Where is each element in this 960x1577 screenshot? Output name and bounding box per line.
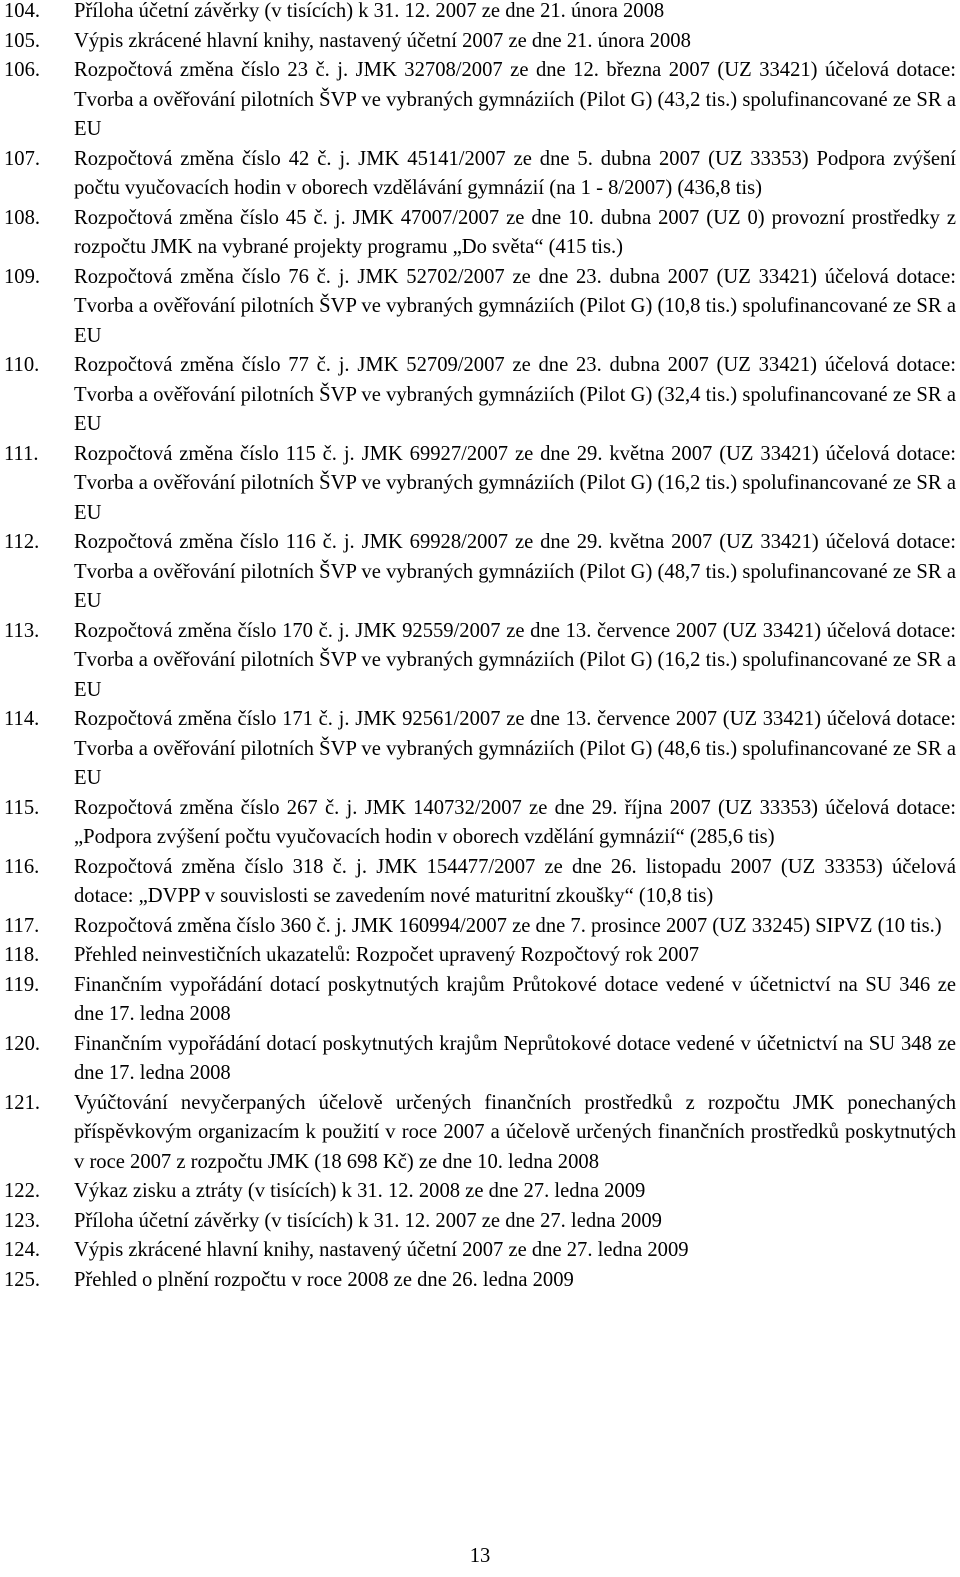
item-number: 116. (4, 855, 40, 878)
item-number: 106. (4, 59, 41, 81)
item-number: 105. (4, 29, 41, 52)
item-text: Rozpočtová změna číslo 42 č. j. JMK 45141/2007 ze dne 5. dubna 2007 (UZ 33353) Podpora zvýšení počtu vyučovacích hodin v oborech vzdělávání gymnázií (na 1 - 8/2007) (436,8 tis) (74, 147, 956, 199)
item-number: 124. (4, 1239, 41, 1261)
item-number: 104. (4, 0, 41, 22)
item-text: Vyúčtování nevyčerpaných účelově určených finančních prostředků z rozpočtu JMK ponechaných příspěvkovým organizacím k použití v roce 2007 a účelově určených finančních prostředků poskytnutých v roce 2007 z rozpočtu JMK (18 698 Kč) ze dne 10. ledna 2008 (74, 1091, 956, 1173)
page-number: 13 (469, 1545, 491, 1567)
list-item (4, 0, 956, 27)
list-item (4, 1177, 956, 1207)
item-number: 115. (4, 796, 40, 819)
list-item (4, 1266, 956, 1296)
list-item (4, 204, 956, 263)
list-item (4, 617, 956, 706)
item-number: 113. (4, 619, 40, 642)
list-item (4, 1089, 956, 1178)
item-number: 123. (4, 1209, 41, 1232)
list-item (4, 971, 956, 1030)
list-item (4, 263, 956, 352)
list-item (4, 853, 956, 912)
item-text: Rozpočtová změna číslo 116 č. j. JMK 69928/2007 ze dne 29. května 2007 (UZ 33421) účelová dotace: Tvorba a ověřování pilotních ŠVP ve vybraných gymnáziích (Pilot G) (48,7 tis.) spolufinancované ze SR a EU (74, 531, 956, 612)
item-number: 122. (4, 1180, 41, 1202)
item-text: Rozpočtová změna číslo 171 č. j. JMK 92561/2007 ze dne 13. července 2007 (UZ 33421) účelová dotace: Tvorba a ověřování pilotních ŠVP ve vybraných gymnáziích (Pilot G) (48,6 tis.) spolufinancované ze SR a EU (74, 708, 956, 789)
item-number: 125. (4, 1268, 41, 1291)
item-text: Příloha účetní závěrky (v tisících) k 31. 12. 2007 ze dne 27. ledna 2009 (74, 1209, 662, 1232)
item-number: 107. (4, 147, 41, 170)
list-item (4, 705, 956, 794)
numbered-list (4, 0, 956, 1295)
list-item (4, 528, 956, 617)
item-text: Rozpočtová změna číslo 360 č. j. JMK 160994/2007 ze dne 7. prosince 2007 (UZ 33245) SIPVZ (10 tis.) (74, 914, 942, 937)
list-item (4, 1236, 956, 1266)
list-item (4, 351, 956, 440)
item-text: Výpis zkrácené hlavní knihy, nastavený účetní 2007 ze dne 27. ledna 2009 (74, 1239, 689, 1261)
list-item (4, 56, 956, 145)
item-text: Příloha účetní závěrky (v tisících) k 31. 12. 2007 ze dne 21. února 2008 (74, 0, 665, 22)
list-item (4, 440, 956, 529)
item-text: Rozpočtová změna číslo 45 č. j. JMK 47007/2007 ze dne 10. dubna 2007 (UZ 0) provozní prostředky z rozpočtu JMK na vybrané projekty programu „Do světa“ (415 tis.) (74, 206, 956, 258)
item-text: Přehled neinvestičních ukazatelů: Rozpočet upravený Rozpočtový rok 2007 (74, 944, 700, 966)
item-text: Rozpočtová změna číslo 23 č. j. JMK 32708/2007 ze dne 12. března 2007 (UZ 33421) účelová dotace: Tvorba a ověřování pilotních ŠVP ve vybraných gymnáziích (Pilot G) (43,2 tis.) spolufinancované ze SR a EU (74, 59, 956, 140)
item-number: 108. (4, 206, 41, 229)
item-text: Rozpočtová změna číslo 76 č. j. JMK 52702/2007 ze dne 23. dubna 2007 (UZ 33421) účelová dotace: Tvorba a ověřování pilotních ŠVP ve vybraných gymnáziích (Pilot G) (10,8 tis.) spolufinancované ze SR a EU (74, 265, 956, 347)
list-item (4, 1207, 956, 1237)
item-text: Rozpočtová změna číslo 267 č. j. JMK 140732/2007 ze dne 29. října 2007 (UZ 33353) účelová dotace: „Podpora zvýšení počtu vyučovacích hodin v oborech vzdělání gymnázií“ (285,6 tis) (74, 796, 956, 848)
item-number: 112. (4, 531, 40, 553)
list-item (4, 145, 956, 204)
item-text: Výkaz zisku a ztráty (v tisících) k 31. 12. 2008 ze dne 27. ledna 2009 (74, 1180, 646, 1202)
item-number: 114. (4, 708, 40, 730)
list-item (4, 1030, 956, 1089)
item-text: Rozpočtová změna číslo 77 č. j. JMK 52709/2007 ze dne 23. dubna 2007 (UZ 33421) účelová dotace: Tvorba a ověřování pilotních ŠVP ve vybraných gymnáziích (Pilot G) (32,4 tis.) spolufinancované ze SR a EU (74, 354, 956, 435)
item-number: 117. (4, 914, 40, 937)
item-text: Finančním vypořádání dotací poskytnutých krajům Průtokové dotace vedené v účetnictví na SU 346 ze dne 17. ledna 2008 (74, 973, 956, 1025)
item-text: Rozpočtová změna číslo 318 č. j. JMK 154477/2007 ze dne 26. listopadu 2007 (UZ 33353) účelová dotace: „DVPP v souvislosti se zavedením nové maturitní zkoušky“ (10,8 tis) (74, 855, 956, 907)
item-text: Výpis zkrácené hlavní knihy, nastavený účetní 2007 ze dne 21. února 2008 (74, 29, 691, 52)
item-text: Rozpočtová změna číslo 115 č. j. JMK 69927/2007 ze dne 29. května 2007 (UZ 33421) účelová dotace: Tvorba a ověřování pilotních ŠVP ve vybraných gymnáziích (Pilot G) (16,2 tis.) spolufinancované ze SR a EU (74, 442, 956, 524)
item-number: 118. (4, 944, 40, 966)
item-text: Přehled o plnění rozpočtu v roce 2008 ze dne 26. ledna 2009 (74, 1268, 574, 1291)
item-number: 110. (4, 354, 40, 376)
item-number: 120. (4, 1032, 41, 1055)
item-number: 121. (4, 1091, 41, 1114)
list-item (4, 912, 956, 942)
item-number: 111. (4, 442, 39, 465)
item-text: Rozpočtová změna číslo 170 č. j. JMK 92559/2007 ze dne 13. července 2007 (UZ 33421) účelová dotace: Tvorba a ověřování pilotních ŠVP ve vybraných gymnáziích (Pilot G) (16,2 tis.) spolufinancované ze SR a EU (74, 619, 956, 701)
list-item (4, 941, 956, 971)
item-text: Finančním vypořádání dotací poskytnutých krajům Neprůtokové dotace vedené v účetnictví na SU 348 ze dne 17. ledna 2008 (74, 1032, 956, 1084)
item-number: 119. (4, 973, 40, 996)
item-number: 109. (4, 265, 41, 288)
list-item (4, 27, 956, 57)
list-item (4, 794, 956, 853)
